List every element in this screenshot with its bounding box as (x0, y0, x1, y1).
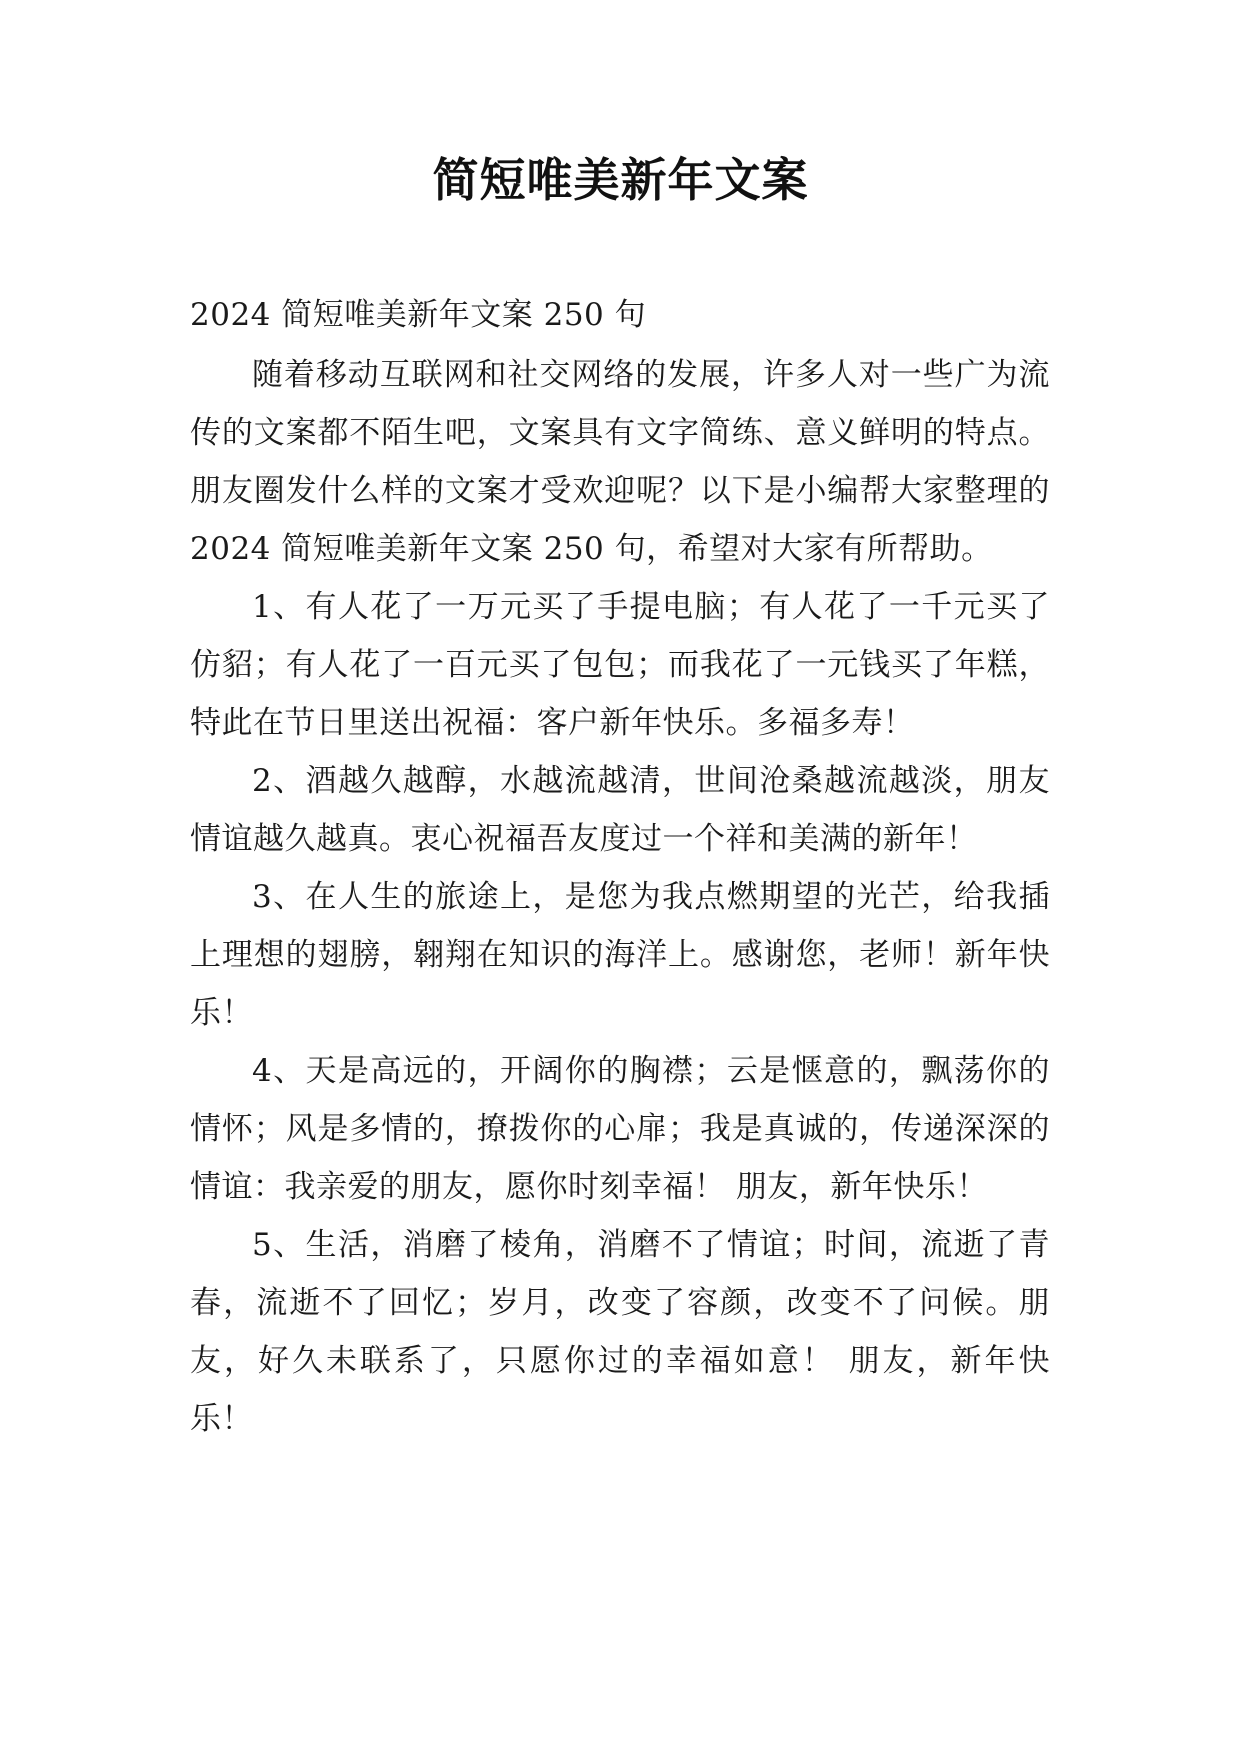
document-subtitle: 2024 简短唯美新年文案 250 句 (190, 297, 647, 333)
list-item: 2、酒越久越醇，水越流越清，世间沧桑越流越淡，朋友情谊越久越真。衷心祝福吾友度过一个祥和美满的新年！ (190, 763, 1050, 857)
list-item: 3、在人生的旅途上，是您为我点燃期望的光芒，给我插上理想的翅膀，翱翔在知识的海洋上。感谢您，老师！新年快乐！ (190, 879, 1050, 1031)
page-title: 简短唯美新年文案 (432, 153, 809, 207)
list-item: 5、生活，消磨了棱角，消磨不了情谊；时间，流逝了青春，流逝不了回忆；岁月，改变了容颜，改变不了问候。朋友，好久未联系了，只愿你过的幸福如意！ 朋友，新年快乐！ (190, 1227, 1050, 1437)
list-item: 4、天是高远的，开阔你的胸襟；云是惬意的，飘荡你的情怀；风是多情的，撩拨你的心扉；我是真诚的，传递深深的情谊：我亲爱的朋友，愿你时刻幸福！ 朋友，新年快乐！ (190, 1053, 1050, 1205)
document-body (190, 286, 1050, 1448)
list-item: 1、有人花了一万元买了手提电脑；有人花了一千元买了仿貂；有人花了一百元买了包包；而我花了一元钱买了年糕，特此在节日里送出祝福：客户新年快乐。多福多寿！ (190, 589, 1050, 741)
intro-paragraph: 随着移动互联网和社交网络的发展，许多人对一些广为流传的文案都不陌生吧，文案具有文字简练、意义鲜明的特点。朋友圈发什么样的文案才受欢迎呢？以下是小编帮大家整理的 2024 简短唯美新年文案 250 句，希望对大家有所帮助。 (190, 357, 1050, 567)
